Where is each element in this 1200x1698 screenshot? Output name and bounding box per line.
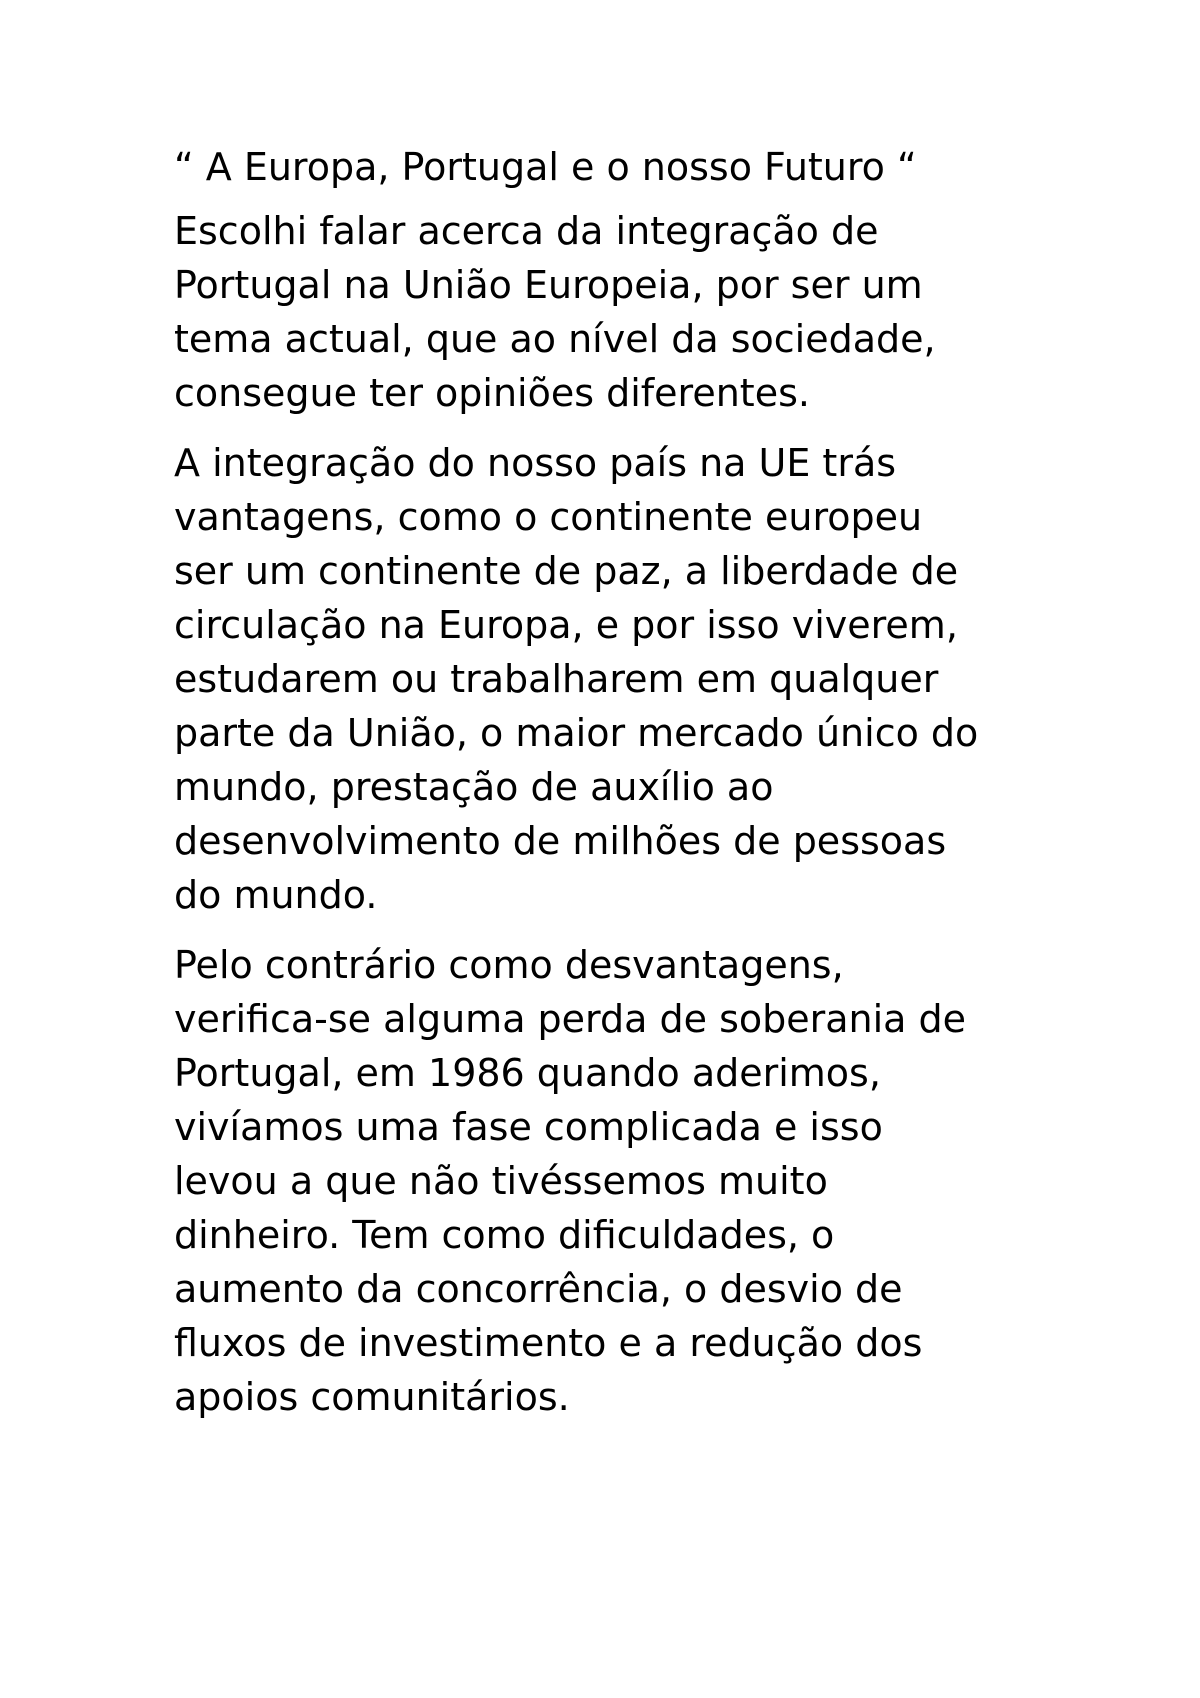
document-title: “ A Europa, Portugal e o nosso Futuro “ [174,145,917,189]
text-line: Portugal na União Europeia, por ser um [174,263,923,307]
text-line: verifica-se alguma perda de soberania de [174,997,967,1041]
text-line: tema actual, que ao nível da sociedade, [174,317,936,361]
text-line: levou a que não tivéssemos muito [174,1159,828,1203]
text-line: parte da União, o maior mercado único do [174,711,979,755]
paragraph-disadvantages [174,938,1054,1424]
text-line: apoios comunitários. [174,1375,570,1419]
text-line: A integração do nosso país na UE trás [174,441,897,485]
text-line: Portugal, em 1986 quando aderimos, [174,1051,881,1095]
text-line: desenvolvimento de milhões de pessoas [174,819,947,863]
text-line: do mundo. [174,873,378,917]
text-line: Escolhi falar acerca da integração de [174,209,879,253]
text-line: Pelo contrário como desvantagens, [174,943,844,987]
text-line: aumento da concorrência, o desvio de [174,1267,903,1311]
text-line: mundo, prestação de auxílio ao [174,765,774,809]
text-line: vantagens, como o continente europeu [174,495,923,539]
text-line: fluxos de investimento e a redução dos [174,1321,923,1365]
text-line: dinheiro. Tem como dificuldades, o [174,1213,835,1257]
text-line: vivíamos uma fase complicada e isso [174,1105,883,1149]
paragraph-intro [174,204,1054,420]
text-line: estudarem ou trabalharem em qualquer [174,657,939,701]
text-line: ser um continente de paz, a liberdade de [174,549,959,593]
paragraph-advantages [174,436,1054,922]
document-body [174,140,1054,1440]
text-line: consegue ter opiniões diferentes. [174,371,810,415]
text-line: circulação na Europa, e por isso viverem, [174,603,958,647]
